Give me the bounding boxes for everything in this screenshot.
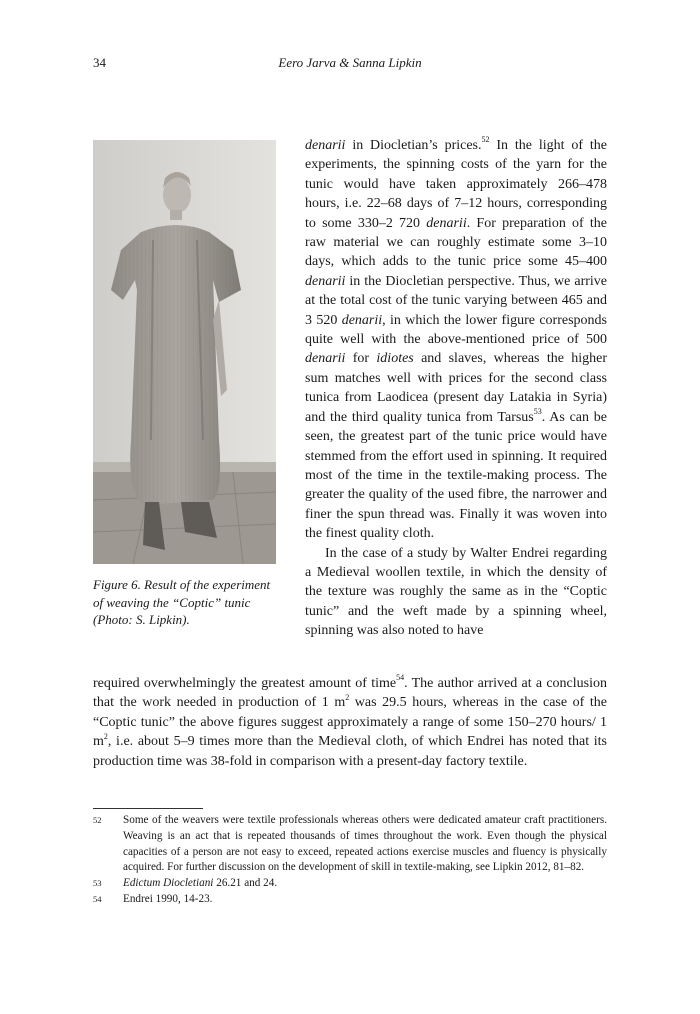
- text-run: required overwhelmingly the greatest amount of time: [93, 676, 397, 691]
- footnote-item: [93, 876, 607, 892]
- page-number: 34: [93, 55, 106, 70]
- paragraph-1: [305, 136, 607, 544]
- text-run: in the Diocletian perspective. Thus, we arrive at the total cost of the tunic varying between 465 and 3 520: [305, 273, 607, 328]
- italic-term: denarii: [341, 312, 383, 328]
- italic-term: denarii: [426, 215, 467, 231]
- text-run: . For preparation of the raw material we can roughly estimate some 3–10 days, which adds to the tunic price some 45–400: [305, 215, 607, 270]
- body-column: [305, 136, 607, 641]
- footnote-item: [93, 892, 607, 908]
- text-run: , i.e. about 5–9 times more than the Medieval cloth, of which Endrei has noted that its production time was 38-fold in comparison with a present-day factory textile.: [93, 734, 607, 769]
- footnote-text: [123, 893, 212, 905]
- footnote-number: 53: [93, 878, 102, 889]
- figure-caption: Figure 6. Result of the experiment of weaving the “Coptic” tunic (Photo: S. Lipkin).: [93, 577, 271, 627]
- text-run: and slaves, whereas the higher sum matches well with prices for the second class tunica from Laodicea (present day Latakia in Syria) and the third quality tunica from Tarsus: [305, 351, 607, 425]
- text-run: Some of the weavers were textile professionals whereas others were dedicated amateur craft practitioners. Weaving is an act that is repeated thousands of times throughout the work. Even though the physical capacities of a person are not easy to exceed, repeated actions exercise muscles and fluency is physically acquired. For further discussion on the development of skill in textile-making, see Lipkin 2012, 81–82.: [123, 814, 607, 874]
- text-run: in Diocletian’s prices.: [345, 138, 482, 153]
- text-run: In the case of a study by Walter Endrei regarding a Medieval woollen textile, in which the density of the texture was roughly the same as in the “Coptic tunic” and the weft made by a spinning wheel, spinning was also noted to have: [305, 545, 607, 639]
- footnote-ref: 2: [103, 731, 108, 741]
- italic-term: denarii: [305, 351, 346, 367]
- paragraph-2-continued: [93, 674, 607, 771]
- page-header: [93, 55, 607, 73]
- footnote-item: [93, 813, 607, 876]
- footnote-text: [123, 814, 607, 873]
- italic-term: denarii: [305, 273, 346, 289]
- footnote-ref: 52: [481, 135, 490, 145]
- text-run: . The author arrived at a conclusion that the work needed in production of 1 m: [93, 676, 607, 711]
- text-run: Endrei 1990, 14-23.: [123, 892, 213, 905]
- italic-term: Edictum Diocletiani: [123, 877, 214, 890]
- text-run: . As can be seen, the greatest part of the tunic price would have stemmed from the effort used in spinning. It required most of the time in the textile-making process. The greater the quality of the used fibre, the narrower and finer the spun thread was. Finally it was woven into the finest quality cloth.: [305, 409, 607, 542]
- text-run: was 29.5 hours, whereas in the case of the “Coptic tunic” the above figures suggest approximately a range of some 150–270 hours/ 1 m: [93, 695, 607, 750]
- text-run: In the light of the experiments, the spinning costs of the yarn for the tunic would have taken approximately 266–478 hours, i.e. 22–68 days of 7–12 hours, corresponding to some 330–2 720: [305, 138, 607, 231]
- body-full-width: [93, 674, 607, 771]
- footnotes: [93, 813, 607, 908]
- italic-term: idiotes: [376, 351, 414, 367]
- italic-term: denarii: [305, 138, 346, 153]
- paragraph-2-start: [305, 544, 607, 641]
- text-run: , in which the lower figure corresponds quite well with the above-mentioned price of 500: [305, 312, 607, 348]
- footnote-ref: 2: [345, 692, 350, 702]
- footnote-number: 54: [93, 893, 102, 904]
- running-head: Eero Jarva & Sanna Lipkin: [278, 55, 422, 70]
- footnote-ref: 53: [533, 407, 542, 417]
- text-run: 26.21 and 24.: [213, 877, 278, 890]
- text-run: for: [345, 351, 377, 367]
- footnote-text: [123, 877, 277, 889]
- footnote-separator: [93, 808, 203, 809]
- figure-photo: [93, 140, 276, 564]
- footnote-ref: 54: [396, 673, 405, 683]
- footnote-number: 52: [93, 815, 102, 825]
